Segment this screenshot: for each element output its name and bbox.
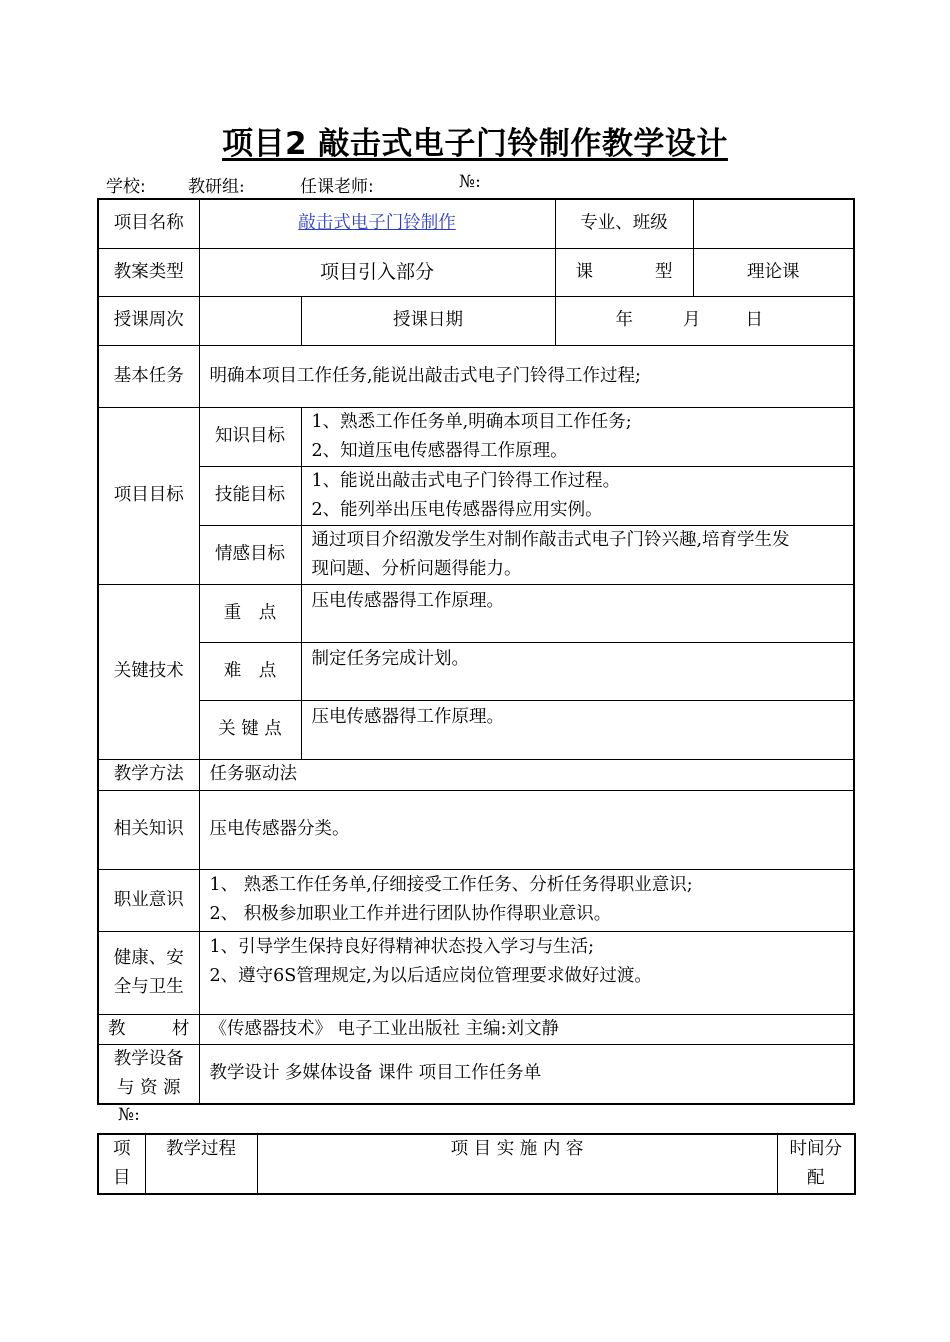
skill-objective-value: 1、能说出敲击式电子门铃得工作过程。 2、能列举出压电传感器得应用实例。 [301, 466, 854, 525]
equipment-value: 教学设计 多媒体设备 课件 项目工作任务单 [199, 1044, 854, 1104]
row-method [98, 759, 854, 790]
row-key-difficulty [98, 642, 854, 700]
health-value: 1、引导学生保持良好得精神状态投入学习与生活; 2、遵守6S管理规定,为以后适应岗位管理要求做好过渡。 [199, 931, 854, 1014]
course-type-label: 课 型 [555, 248, 693, 296]
basic-task-label: 基本任务 [98, 345, 199, 407]
textbook-value: 《传感器技术》 电子工业出版社 主编:刘文静 [199, 1014, 854, 1044]
research-group-label: 教研组: [188, 177, 245, 197]
plan-type-value: 项目引入部分 [199, 248, 555, 296]
row-equipment [98, 1044, 854, 1104]
project-name-link[interactable]: 敲击式电子门铃制作 [298, 213, 456, 234]
career-value: 1、 熟悉工作任务单,仔细接受工作任务、分析任务得职业意识; 2、 积极参加职业工作并进行团队协作得职业意识。 [199, 869, 854, 931]
process-col-content: 项 目 实 施 内 容 [257, 1134, 777, 1194]
row-week [98, 296, 854, 345]
school-label: 学校: [106, 177, 146, 197]
method-label: 教学方法 [98, 759, 199, 790]
focus-label: 重 点 [199, 584, 301, 642]
number-mark: №: [118, 1105, 140, 1125]
teacher-label: 任课老师: [300, 177, 374, 197]
focus-value: 压电传感器得工作原理。 [301, 584, 854, 642]
emotion-objective-label: 情感目标 [199, 525, 301, 584]
skill-objective-label: 技能目标 [199, 466, 301, 525]
row-health [98, 931, 854, 1014]
health-label: 健康、安 全与卫生 [98, 931, 199, 1014]
key-point-value: 压电传感器得工作原理。 [301, 700, 854, 759]
page-title: 项目2 敲击式电子门铃制作教学设计 [222, 126, 728, 162]
knowledge-objective-label: 知识目标 [199, 407, 301, 466]
project-name-label: 项目名称 [98, 199, 199, 248]
method-value: 任务驱动法 [199, 759, 854, 790]
major-class-label: 专业、班级 [555, 199, 693, 248]
process-col-item: 项 目 [98, 1134, 145, 1194]
key-point-label: 关 键 点 [199, 700, 301, 759]
row-project-name [98, 199, 854, 248]
course-type-value: 理论课 [693, 248, 854, 296]
process-col-time: 时间分 配 [777, 1134, 855, 1194]
week-value [199, 296, 301, 345]
row-emotion-objective [98, 525, 854, 584]
difficulty-value: 制定任务完成计划。 [301, 642, 854, 700]
objectives-label: 项目目标 [98, 407, 199, 584]
row-key-focus [98, 584, 854, 642]
date-value: 年 月 日 [555, 296, 854, 345]
row-plan-type [98, 248, 854, 296]
process-col-process: 教学过程 [145, 1134, 257, 1194]
lesson-info-table [97, 198, 855, 1105]
equipment-label: 教学设备 与 资 源 [98, 1044, 199, 1104]
row-knowledge-objective [98, 407, 854, 466]
project-name-cell [199, 199, 555, 248]
row-textbook [98, 1014, 854, 1044]
row-related [98, 790, 854, 869]
number-label: №: [459, 172, 481, 192]
row-career [98, 869, 854, 931]
knowledge-objective-value: 1、熟悉工作任务单,明确本项目工作任务; 2、知道压电传感器得工作原理。 [301, 407, 854, 466]
textbook-label: 教 材 [98, 1014, 199, 1044]
difficulty-label: 难 点 [199, 642, 301, 700]
row-skill-objective [98, 466, 854, 525]
row-basic-task [98, 345, 854, 407]
date-label: 授课日期 [301, 296, 555, 345]
week-label: 授课周次 [98, 296, 199, 345]
major-class-value [693, 199, 854, 248]
emotion-objective-value: 通过项目介绍激发学生对制作敲击式电子门铃兴趣,培育学生发 现问题、分析问题得能力。 [301, 525, 854, 584]
basic-task-value: 明确本项目工作任务,能说出敲击式电子门铃得工作过程; [199, 345, 854, 407]
key-tech-label: 关键技术 [98, 584, 199, 759]
process-header-row [98, 1134, 855, 1194]
teaching-process-table [97, 1133, 856, 1195]
plan-type-label: 教案类型 [98, 248, 199, 296]
related-label: 相关知识 [98, 790, 199, 869]
career-label: 职业意识 [98, 869, 199, 931]
row-key-point [98, 700, 854, 759]
related-value: 压电传感器分类。 [199, 790, 854, 869]
